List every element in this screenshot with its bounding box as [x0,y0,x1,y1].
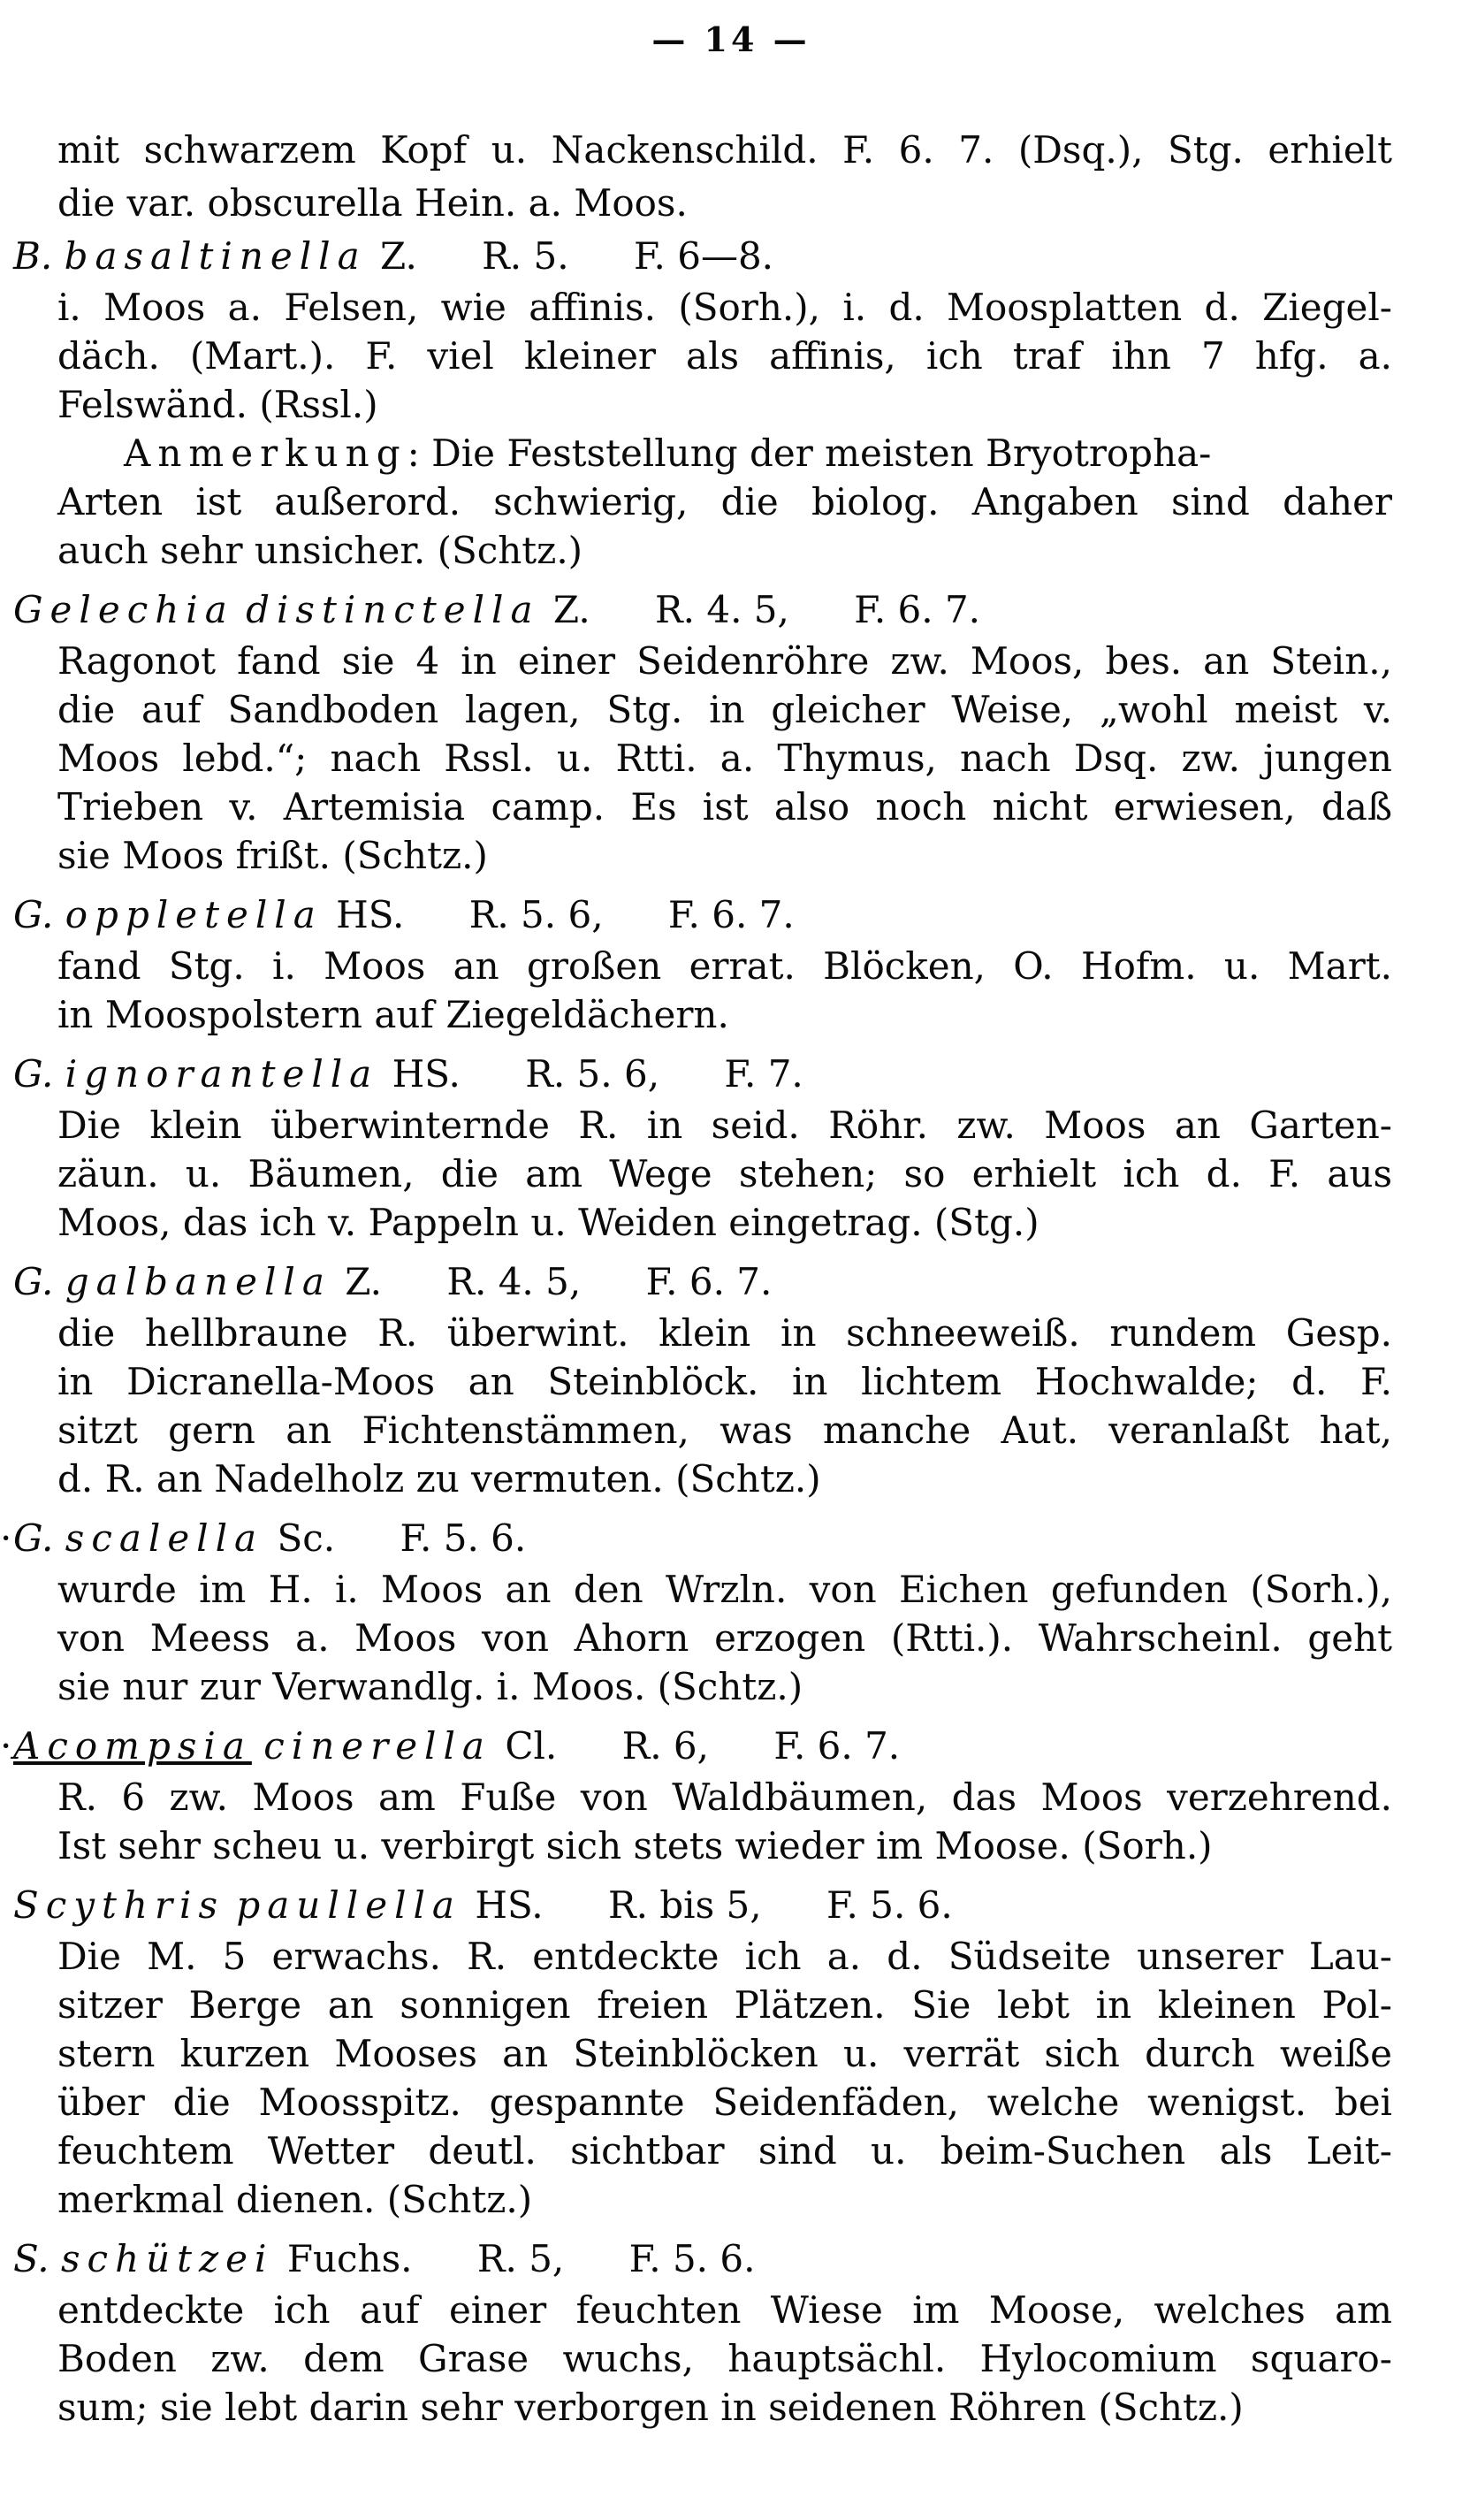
note-label: Anmerkung [124,431,407,475]
entry-heading [0,2233,1462,2286]
species-name: scalella [65,1516,264,1560]
author-name: HS. [392,1052,461,1096]
entry-heading [0,584,1462,637]
author-name: Z. [380,234,417,278]
flight-period: F. 6. 7. [773,1724,901,1768]
entry-text-line: Ragonot fand sie 4 in einer Seidenröhre zw. Moos, bes. an Stein., [57,639,1392,683]
flight-period: F. 5. 6. [400,1516,527,1560]
flight-period: F. 6. 7. [667,893,795,936]
author-name: Z. [552,588,590,631]
author-name: Fuchs. [286,2237,413,2280]
entry-text-line: Boden zw. dem Grase wuchs, hauptsächl. Hylocomium squaro- [57,2337,1392,2380]
genus-name: S. [13,2237,49,2280]
genus-name: G. [13,893,54,936]
entry-heading [0,1879,1462,1932]
larva-period: R. bis 5, [607,1883,762,1927]
species-name: distinctella [246,588,540,631]
species-name: schützei [61,2237,274,2280]
author-name: HS. [336,893,405,936]
entry-heading [0,1720,1462,1773]
entry-text-line: die hellbraune R. überwint. klein in schneeweiß. rundem Gesp. [57,1311,1392,1355]
entry-text-line: däch. (Mart.). F. viel kleiner als affinis, ich traf ihn 7 hfg. a. [57,334,1392,378]
entry-text-line: sitzer Berge an sonnigen freien Plätzen. Sie lebt in kleinen Pol- [57,1983,1392,2027]
entry-text-line: Trieben v. Artemisia camp. Es ist also noch nicht erwiesen, daß [57,785,1392,829]
entry-heading [0,1256,1462,1309]
entry-text-line: zäun. u. Bäumen, die am Wege stehen; so erhielt ich d. F. aus [57,1152,1392,1195]
entry-text-line: sie Moos frißt. (Schtz.) [57,834,488,877]
genus-name: Scythris [13,1883,225,1927]
entry-text-line: über die Moosspitz. gespannte Seidenfäden, welche wenigst. bei [57,2081,1392,2124]
intro-line: mit schwarzem Kopf u. Nackenschild. F. 6. 7. (Dsq.), Stg. erhielt [57,128,1392,172]
entry-text-line: sum; sie lebt darin sehr verborgen in seidenen Röhren (Schtz.) [57,2386,1244,2429]
species-name: cinerella [263,1724,491,1768]
genus-name: Gelechia [13,588,234,631]
margin-marker: · [0,1724,12,1768]
entry-heading [0,1048,1462,1101]
note-line: Arten ist außerord. schwierig, die biolog. Angaben sind daher [57,480,1392,523]
author-name: Sc. [277,1516,336,1560]
larva-period: R. 6, [621,1724,709,1768]
entry-text-line: entdeckte ich auf einer feuchten Wiese im Moose, welches am [57,2288,1392,2332]
entry-text-line: Die M. 5 erwachs. R. entdeckte ich a. d. Südseite unserer Lau- [57,1935,1392,1978]
entry-text-line: Moos, das ich v. Pappeln u. Weiden eingetrag. (Stg.) [57,1201,1039,1244]
entry-text-line: feuchtem Wetter deutl. sichtbar sind u. beim-Suchen als Leit- [57,2129,1392,2173]
entry-text-line: Die klein überwinternde R. in seid. Röhr. zw. Moos an Garten- [57,1103,1392,1147]
entry-text-line: wurde im H. i. Moos an den Wrzln. von Eichen gefunden (Sorh.), [57,1568,1392,1611]
genus-name: G. [13,1516,54,1560]
entry-heading [0,889,1462,942]
author-name: HS. [475,1883,544,1927]
note-text: : Die Feststellung der meisten Bryotropha- [407,431,1212,475]
note-line: auch sehr unsicher. (Schtz.) [57,529,583,572]
species-name: basaltinella [64,234,367,278]
intro-line: die var. obscurella Hein. a. Moos. [57,181,688,225]
flight-period: F. 6. 7. [645,1260,773,1303]
species-name: paullella [236,1883,461,1927]
larva-period: R. 5. [482,234,569,278]
entry-text-line: in Moospolstern auf Ziegeldächern. [57,993,729,1036]
genus-name: Acompsia [13,1724,252,1768]
flight-period: F. 5. 6. [826,1883,953,1927]
page-number: — 14 — [651,19,811,59]
species-name: ignorantella [65,1052,379,1096]
author-name: Z. [345,1260,383,1303]
entry-text-line: merkmal dienen. (Schtz.) [57,2178,533,2221]
genus-name: B. [13,234,53,278]
larva-period: R. 5, [476,2237,565,2280]
larva-period: R. 4. 5, [446,1260,582,1303]
species-name: oppletella [65,893,323,936]
entry-text-line: Ist sehr scheu u. verbirgt sich stets wieder im Moose. (Sorh.) [57,1824,1213,1867]
margin-marker: · [0,1516,12,1560]
entry-text-line: stern kurzen Mooses an Steinblöcken u. verrät sich durch weiße [57,2032,1392,2075]
flight-period: F. 6. 7. [854,588,981,631]
species-name: galbanella [65,1260,331,1303]
entry-text-line: sie nur zur Verwandlg. i. Moos. (Schtz.) [57,1665,803,1708]
entry-text-line: Moos lebd.“; nach Rssl. u. Rtti. a. Thymus, nach Dsq. zw. jungen [57,737,1392,780]
genus-name: G. [13,1260,54,1303]
entry-text-line: R. 6 zw. Moos am Fuße von Waldbäumen, das Moos verzehrend. [57,1775,1392,1819]
entry-text-line: fand Stg. i. Moos an großen errat. Blöcken, O. Hofm. u. Mart. [57,944,1392,988]
genus-name: G. [13,1052,54,1096]
entry-heading [0,1512,1462,1565]
entry-text-line: Felswänd. (Rssl.) [57,383,378,426]
larva-period: R. 5. 6, [468,893,604,936]
entry-text-line: d. R. an Nadelholz zu vermuten. (Schtz.) [57,1457,821,1501]
entry-text-line: in Dicranella-Moos an Steinblöck. in lichtem Hochwalde; d. F. [57,1360,1392,1403]
larva-period: R. 5. 6, [525,1052,660,1096]
entry-text-line: i. Moos a. Felsen, wie affinis. (Sorh.), i. d. Moosplatten d. Ziegel- [57,286,1392,329]
entry-text-line: sitzt gern an Fichtenstämmen, was manche Aut. veranlaßt hat, [57,1409,1392,1452]
flight-period: F. 6—8. [633,234,774,278]
entry-text-line: von Meess a. Moos von Ahorn erzogen (Rtti.). Wahrscheinl. geht [57,1616,1392,1660]
note-line [0,429,1462,477]
entry-heading [0,230,1462,283]
flight-period: F. 7. [724,1052,803,1096]
flight-period: F. 5. 6. [628,2237,756,2280]
entry-text-line: die auf Sandboden lagen, Stg. in gleicher Weise, „wohl meist v. [57,688,1392,731]
text-body [0,124,1462,2432]
author-name: Cl. [505,1724,558,1768]
larva-period: R. 4. 5, [655,588,789,631]
